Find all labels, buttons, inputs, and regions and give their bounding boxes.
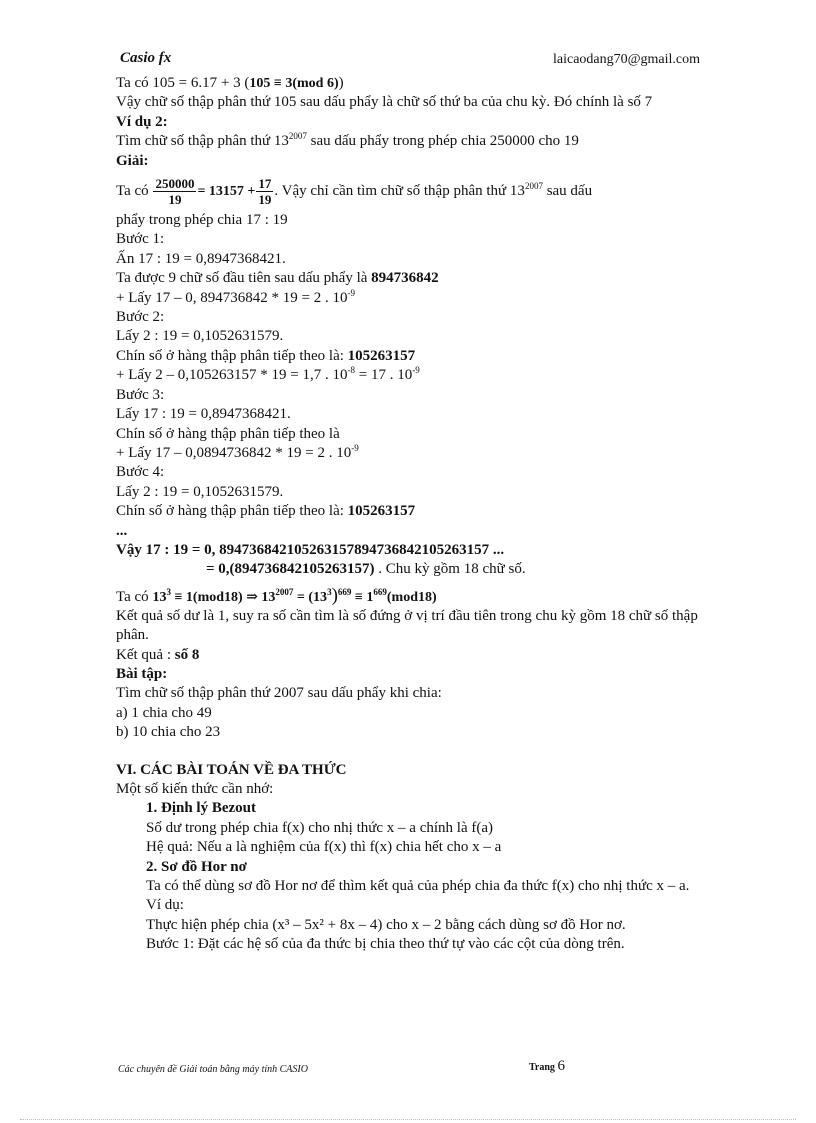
solution-heading: Giải:	[116, 152, 149, 169]
text-line: Ta có 105 = 6.17 + 3 (105 ≡ 3(mod 6))	[116, 75, 344, 91]
result-line: = 0,(894736842105263157) . Chu kỳ gồm 18 chữ số.	[206, 561, 526, 578]
text-line: Lấy 2 : 19 = 0,1052631579.	[116, 328, 284, 345]
text-line: Tìm chữ số thập phân thứ 2007 sau dấu phẩy khi chia:	[116, 685, 442, 702]
page-divider	[20, 1119, 796, 1120]
page-number: Trang 6	[529, 1058, 565, 1074]
text-line: Thực hiện phép chia (x³ – 5x² + 8x – 4) cho x – 2 bằng cách dùng sơ đồ Hor nơ.	[146, 916, 626, 933]
section-heading: VI. CÁC BÀI TOÁN VỀ ĐA THỨC	[116, 761, 347, 778]
text-line: Kết quả : số 8	[116, 646, 200, 663]
footer-title: Các chuyên đề Giải toán bằng máy tính CASIO	[118, 1064, 308, 1075]
text-line: Chín số ở hàng thập phân tiếp theo là	[116, 425, 340, 442]
text-line: + Lấy 17 – 0,0894736842 * 19 = 2 . $10^{-9}$	[116, 442, 359, 461]
text-line: Hệ quả: Nếu a là nghiệm của f(x) thì f(x) chia hết cho x – a	[146, 839, 502, 856]
text-line: Chín số ở hàng thập phân tiếp theo là: 105263157	[116, 503, 416, 520]
ellipsis: ...	[116, 522, 128, 539]
text-line: Một số kiến thức cần nhớ:	[116, 781, 274, 797]
subsection-heading: 1. Định lý Bezout	[146, 800, 257, 817]
text-line: Ta được 9 chữ số đầu tiên sau dấu phẩy là 894736842	[116, 270, 439, 287]
step-heading: Bước 3:	[116, 386, 165, 403]
text-line: Bước 1: Đặt các hệ số của đa thức bị chia theo thứ tự vào các cột của dòng trên.	[146, 936, 625, 953]
text-line: Tìm chữ số thập phân thứ $13^{2007}$ sau dấu phẩy trong phép chia 250000 cho 19	[116, 131, 579, 150]
text-paragraph: Kết quả số dư là 1, suy ra số cần tìm là số đứng ở vị trí đầu tiên trong chu kỳ gồm 18 chữ số thập phân.	[116, 607, 698, 644]
text-line: Ấn 17 : 19 = 0,8947368421.	[116, 250, 286, 267]
text-line: + Lấy 17 – 0, 894736842 * 19 = 2 . $10^{-9}$	[116, 287, 355, 306]
header-title: Casio fx	[120, 50, 172, 66]
text-line: phẩy trong phép chia 17 : 19	[116, 212, 288, 229]
header-email: laicaodang70@gmail.com	[552, 52, 700, 67]
example-heading: Ví dụ 2:	[116, 113, 168, 130]
subsection-heading: 2. Sơ đồ Hor nơ	[146, 858, 247, 875]
text-line: Ví dụ:	[146, 897, 184, 914]
fraction: $\frac{250000}{19}$	[155, 176, 195, 208]
text-paragraph: Ta có thể dùng sơ đồ Hor nơ để thìm kết quả của phép chia đa thức f(x) cho nhị thức x – a.	[146, 878, 690, 895]
formula-line: Ta có $13^3 \equiv 1(mod18)$ ⇒ $13^{2007} = (13^3)^{669} \equiv 1^{669}(mod18)$	[116, 584, 437, 606]
text-line: Lấy 2 : 19 = 0,1052631579.	[116, 483, 284, 500]
fraction: $\frac{17}{19}$	[258, 176, 272, 208]
list-item: a) 1 chia cho 49	[116, 704, 212, 721]
result-line: Vậy 17 : 19 = 0, 894736842105263157894736842105263157 ...	[116, 541, 505, 558]
fraction-line: Ta có $\frac{250000}{19}$ = 13157 + $\frac{17}{19}$ . Vậy chỉ cần tìm chữ số thập phân thứ $13^{2007}$ sau dấu	[116, 176, 593, 208]
exercise-heading: Bài tập:	[116, 665, 168, 682]
text-line: Chín số ở hàng thập phân tiếp theo là: 105263157	[116, 347, 416, 364]
step-heading: Bước 1:	[116, 231, 165, 248]
step-heading: Bước 4:	[116, 464, 165, 481]
text-line: Số dư trong phép chia f(x) cho nhị thức x – a chính là f(a)	[146, 819, 493, 836]
list-item: b) 10 chia cho 23	[116, 724, 221, 741]
step-heading: Bước 2:	[116, 309, 165, 326]
text-line: + Lấy 2 – 0,105263157 * 19 = 1,7 . $10^{-8} = 17$ . $10^{-9}$	[116, 365, 420, 384]
text-paragraph: Vậy chữ số thập phân thứ 105 sau dấu phẩy là chữ số thứ ba của chu kỳ. Đó chính là số 7	[116, 94, 653, 111]
page-body	[116, 74, 712, 955]
text-line: Lấy 17 : 19 = 0,8947368421.	[116, 406, 291, 423]
